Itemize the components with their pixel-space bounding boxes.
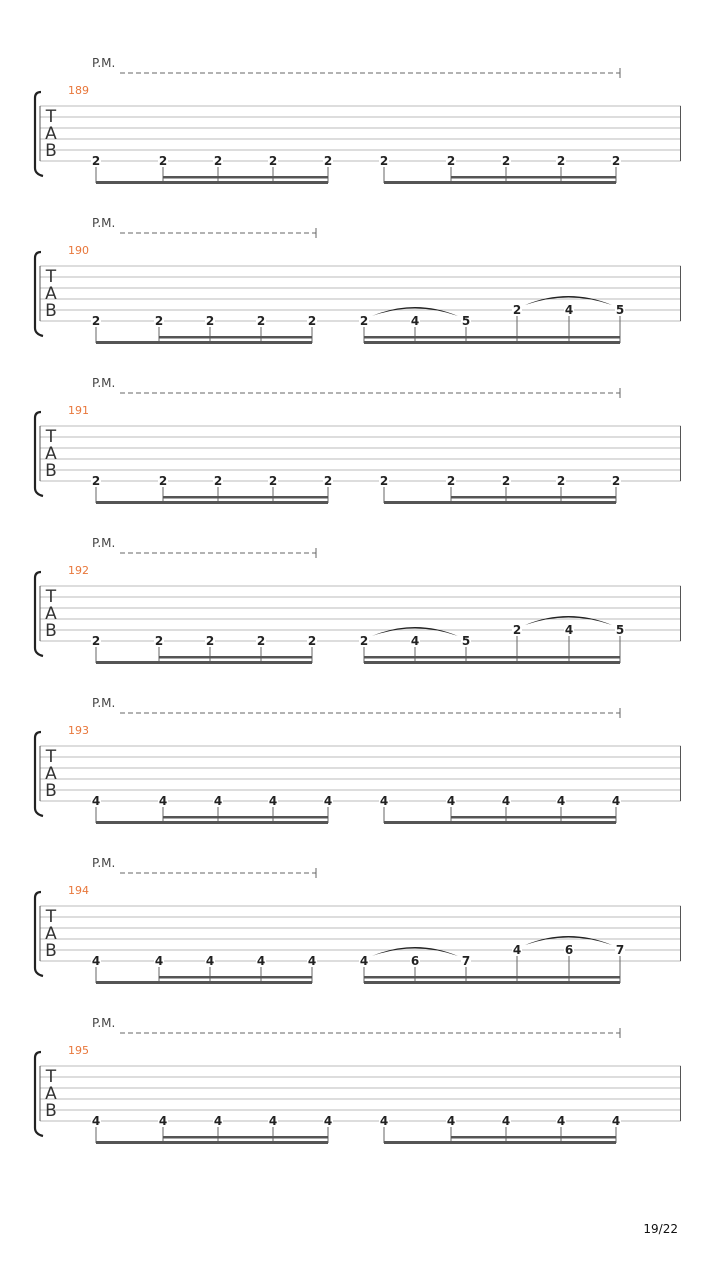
staff-bracket bbox=[35, 92, 43, 176]
tab-clef-letter: B bbox=[45, 461, 57, 481]
fret-number: 2 bbox=[307, 314, 317, 328]
tab-clef-letter: A bbox=[45, 1084, 57, 1104]
staff-bracket bbox=[35, 412, 43, 496]
fret-number: 2 bbox=[268, 474, 278, 488]
fret-number: 2 bbox=[323, 154, 333, 168]
beam bbox=[384, 181, 616, 184]
tab-clef-letter: A bbox=[45, 444, 57, 464]
fret-number: 4 bbox=[359, 954, 369, 968]
beam bbox=[96, 821, 328, 824]
palm-mute-label: P.M. bbox=[92, 536, 116, 550]
fret-number: 2 bbox=[512, 303, 522, 317]
fret-number: 4 bbox=[323, 1114, 333, 1128]
fret-number: 4 bbox=[268, 1114, 278, 1128]
beam bbox=[96, 501, 328, 504]
fret-number: 2 bbox=[323, 474, 333, 488]
fret-number: 4 bbox=[213, 794, 223, 808]
fret-number: 4 bbox=[158, 1114, 168, 1128]
measure-number: 193 bbox=[68, 724, 89, 737]
fret-number: 2 bbox=[91, 154, 101, 168]
beam bbox=[96, 1141, 328, 1144]
fret-number: 4 bbox=[512, 943, 522, 957]
fret-number: 4 bbox=[268, 794, 278, 808]
beam-secondary bbox=[159, 336, 312, 339]
fret-number: 2 bbox=[256, 314, 266, 328]
fret-number: 4 bbox=[213, 1114, 223, 1128]
fret-number: 2 bbox=[213, 474, 223, 488]
measure-number: 191 bbox=[68, 404, 89, 417]
beam bbox=[96, 981, 312, 984]
tab-clef-letter: B bbox=[45, 301, 57, 321]
fret-number: 2 bbox=[158, 154, 168, 168]
staff-bracket bbox=[35, 572, 43, 656]
beam-secondary bbox=[451, 1136, 616, 1139]
fret-number: 7 bbox=[615, 943, 625, 957]
beam bbox=[384, 501, 616, 504]
fret-number: 2 bbox=[307, 634, 317, 648]
beam-secondary bbox=[163, 1136, 328, 1139]
beam-secondary bbox=[364, 976, 620, 979]
fret-number: 2 bbox=[154, 634, 164, 648]
fret-number: 4 bbox=[154, 954, 164, 968]
beam-secondary bbox=[451, 176, 616, 179]
fret-number: 4 bbox=[410, 634, 420, 648]
tab-clef-letter: B bbox=[45, 941, 57, 961]
fret-number: 4 bbox=[611, 794, 621, 808]
fret-number: 4 bbox=[205, 954, 215, 968]
beam-secondary bbox=[451, 816, 616, 819]
beam bbox=[364, 981, 620, 984]
measure-number: 195 bbox=[68, 1044, 89, 1057]
tab-clef-letter: T bbox=[45, 747, 57, 767]
fret-number: 2 bbox=[91, 634, 101, 648]
fret-number: 2 bbox=[205, 634, 215, 648]
tab-clef-letter: A bbox=[45, 284, 57, 304]
beam bbox=[96, 661, 312, 664]
fret-number: 4 bbox=[446, 1114, 456, 1128]
fret-number: 2 bbox=[501, 474, 511, 488]
fret-number: 5 bbox=[461, 634, 471, 648]
fret-number: 5 bbox=[615, 303, 625, 317]
tab-clef-letter: T bbox=[45, 267, 57, 287]
fret-number: 2 bbox=[268, 154, 278, 168]
palm-mute-label: P.M. bbox=[92, 56, 116, 70]
fret-number: 2 bbox=[359, 634, 369, 648]
tab-clef-letter: T bbox=[45, 587, 57, 607]
fret-number: 2 bbox=[379, 154, 389, 168]
fret-number: 4 bbox=[564, 623, 574, 637]
fret-number: 2 bbox=[91, 474, 101, 488]
fret-number: 5 bbox=[461, 314, 471, 328]
beam bbox=[364, 661, 620, 664]
fret-number: 2 bbox=[446, 474, 456, 488]
fret-number: 2 bbox=[446, 154, 456, 168]
tab-clef-letter: T bbox=[45, 907, 57, 927]
fret-number: 2 bbox=[512, 623, 522, 637]
fret-number: 2 bbox=[501, 154, 511, 168]
fret-number: 2 bbox=[556, 474, 566, 488]
tab-clef-letter: B bbox=[45, 621, 57, 641]
fret-number: 6 bbox=[564, 943, 574, 957]
fret-number: 4 bbox=[446, 794, 456, 808]
tab-clef-letter: A bbox=[45, 764, 57, 784]
fret-number: 4 bbox=[91, 954, 101, 968]
beam-secondary bbox=[364, 336, 620, 339]
fret-number: 4 bbox=[323, 794, 333, 808]
measure-number: 194 bbox=[68, 884, 89, 897]
fret-number: 2 bbox=[205, 314, 215, 328]
beam-secondary bbox=[163, 496, 328, 499]
palm-mute-label: P.M. bbox=[92, 696, 116, 710]
fret-number: 4 bbox=[410, 314, 420, 328]
staff-bracket bbox=[35, 732, 43, 816]
tab-clef-letter: B bbox=[45, 1101, 57, 1121]
beam-secondary bbox=[451, 496, 616, 499]
tab-clef-letter: B bbox=[45, 781, 57, 801]
staff-bracket bbox=[35, 892, 43, 976]
staff-bracket bbox=[35, 252, 43, 336]
palm-mute-label: P.M. bbox=[92, 856, 116, 870]
beam bbox=[384, 1141, 616, 1144]
fret-number: 4 bbox=[501, 794, 511, 808]
fret-number: 4 bbox=[307, 954, 317, 968]
fret-number: 4 bbox=[91, 794, 101, 808]
tab-clef-letter: A bbox=[45, 924, 57, 944]
beam-secondary bbox=[163, 816, 328, 819]
fret-number: 4 bbox=[158, 794, 168, 808]
fret-number: 7 bbox=[461, 954, 471, 968]
tab-clef-letter: T bbox=[45, 107, 57, 127]
beam bbox=[364, 341, 620, 344]
beam bbox=[384, 821, 616, 824]
measure-number: 190 bbox=[68, 244, 89, 257]
fret-number: 5 bbox=[615, 623, 625, 637]
staff-bracket bbox=[35, 1052, 43, 1136]
beam bbox=[96, 181, 328, 184]
fret-number: 2 bbox=[359, 314, 369, 328]
tab-clef-letter: A bbox=[45, 124, 57, 144]
fret-number: 4 bbox=[501, 1114, 511, 1128]
tab-clef-letter: A bbox=[45, 604, 57, 624]
tab-clef-letter: B bbox=[45, 141, 57, 161]
beam bbox=[96, 341, 312, 344]
fret-number: 2 bbox=[91, 314, 101, 328]
fret-number: 2 bbox=[611, 474, 621, 488]
fret-number: 2 bbox=[379, 474, 389, 488]
fret-number: 4 bbox=[91, 1114, 101, 1128]
fret-number: 4 bbox=[564, 303, 574, 317]
beam-secondary bbox=[163, 176, 328, 179]
fret-number: 4 bbox=[379, 1114, 389, 1128]
fret-number: 2 bbox=[158, 474, 168, 488]
measure-number: 189 bbox=[68, 84, 89, 97]
measure-number: 192 bbox=[68, 564, 89, 577]
fret-number: 2 bbox=[154, 314, 164, 328]
beam-secondary bbox=[159, 976, 312, 979]
page-number: 19/22 bbox=[643, 1222, 678, 1236]
tab-clef-letter: T bbox=[45, 1067, 57, 1087]
beam-secondary bbox=[159, 656, 312, 659]
fret-number: 4 bbox=[256, 954, 266, 968]
palm-mute-label: P.M. bbox=[92, 216, 116, 230]
beam-secondary bbox=[364, 656, 620, 659]
fret-number: 2 bbox=[256, 634, 266, 648]
fret-number: 4 bbox=[556, 794, 566, 808]
fret-number: 4 bbox=[379, 794, 389, 808]
tab-clef-letter: T bbox=[45, 427, 57, 447]
fret-number: 4 bbox=[556, 1114, 566, 1128]
palm-mute-label: P.M. bbox=[92, 376, 116, 390]
fret-number: 2 bbox=[556, 154, 566, 168]
fret-number: 2 bbox=[611, 154, 621, 168]
fret-number: 4 bbox=[611, 1114, 621, 1128]
fret-number: 6 bbox=[410, 954, 420, 968]
palm-mute-label: P.M. bbox=[92, 1016, 116, 1030]
fret-number: 2 bbox=[213, 154, 223, 168]
